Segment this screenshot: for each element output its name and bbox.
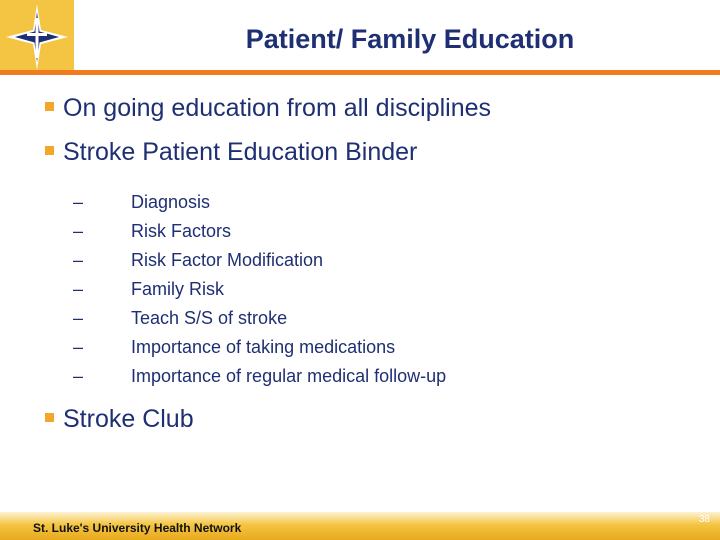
logo (0, 0, 74, 74)
dash-marker: – (73, 221, 84, 241)
sub-list (73, 192, 700, 395)
slide-content (45, 92, 700, 453)
sub-list-item (73, 308, 700, 337)
sub-item-text: Family Risk (131, 279, 224, 299)
footer-organization: St. Luke's University Health Network (33, 521, 242, 535)
dash-marker: – (73, 366, 84, 386)
title-divider (0, 70, 720, 75)
sub-item-text: Teach S/S of stroke (131, 308, 288, 328)
dash-marker: – (73, 279, 84, 299)
bullet-item (45, 92, 700, 136)
bullet-text: Stroke Patient Education Binder (63, 138, 418, 166)
page-title: Patient/ Family Education (245, 24, 575, 54)
square-bullet-icon (45, 146, 54, 155)
sub-list-item (73, 279, 700, 308)
sub-item-text: Diagnosis (131, 192, 211, 212)
sub-list-item (73, 337, 700, 366)
star-cross-logo-icon (0, 0, 74, 74)
bullet-text: Stroke Club (63, 405, 194, 433)
square-bullet-icon (45, 102, 54, 111)
dash-marker: – (73, 192, 84, 212)
sub-list-item (73, 366, 700, 395)
bullet-text: On going education from all disciplines (63, 94, 492, 122)
dash-marker: – (73, 337, 84, 357)
dash-marker: – (73, 308, 84, 328)
sub-item-text: Importance of taking medications (131, 337, 396, 357)
sub-list-item (73, 192, 700, 221)
bullet-item (45, 136, 700, 186)
dash-marker: – (73, 250, 84, 270)
page-number: 38 (698, 514, 710, 525)
sub-item-text: Importance of regular medical follow-up (131, 366, 447, 386)
sub-item-text: Risk Factor Modification (131, 250, 324, 270)
sub-list-item (73, 250, 700, 279)
bullet-item (45, 403, 700, 453)
footer-bar (0, 512, 720, 540)
square-bullet-icon (45, 413, 54, 422)
sub-item-text: Risk Factors (131, 221, 232, 241)
sub-list-item (73, 221, 700, 250)
